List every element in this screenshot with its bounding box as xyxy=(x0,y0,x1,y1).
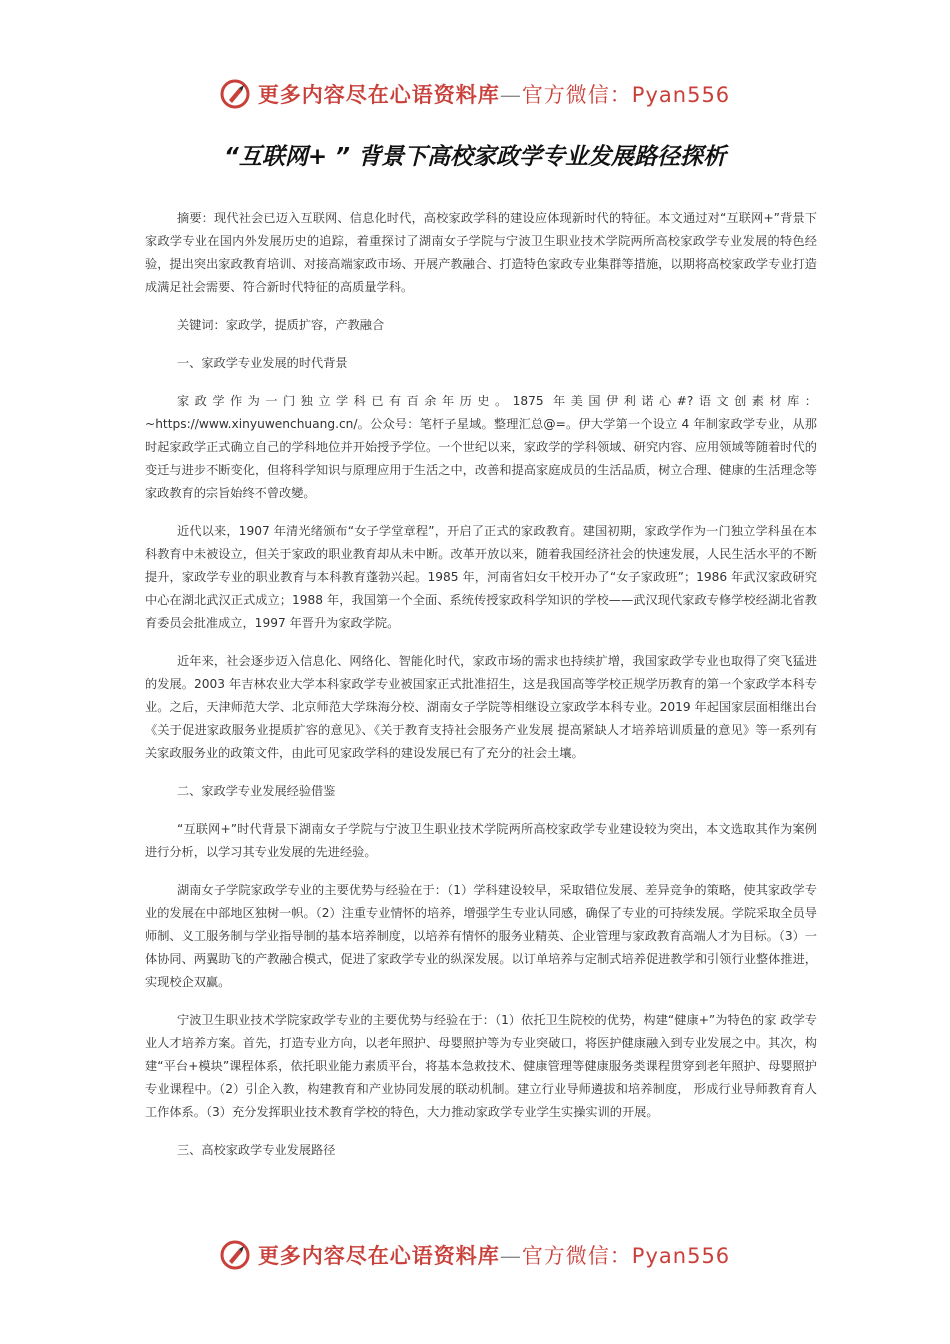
header-banner xyxy=(0,72,950,116)
body-paragraph: 宁波卫生职业技术学院家政学专业的主要优势与经验在于：（1）依托卫生院校的优势，构建“健康+”为特色的家 政学专业人才培养方案。首先，打造专业方向，以老年照护、母婴照护等为专业突破口，将医护健康融入到专业发展之中。其次，构建“平台+模块”课程体系，依托职业能力素质平台，将基本急救技术、健康管理等健康服务类课程贯穿到老年照护、母婴照护专业课程中。（2）引企入教，构建教育和产业协同发展的联动机制。建立行业导师遴拔和培养制度， 形成行业导师教育育人工作体系。（3）充分发挥职业技术教育学校的特色，大力推动家政学专业学生实操实训的开展。 xyxy=(145,1013,817,1119)
abstract-paragraph: 摘要：现代社会已迈入互联网、信息化时代，高校家政学科的建设应体现新时代的特征。本文通过对“互联网+”背景下家政学专业在国内外发展历史的追踪，着重探讨了湖南女子学院与宁波卫生职业技术学院两所高校家政学专业发展的特色经验，提出突出家政教育培训、对接高端家政市场、开展产教融合、打造特色家政专业集群等措施，以期将高校家政学专业打造成满足社会需要、符合新时代特征的高质量学科。 xyxy=(145,211,817,294)
body-paragraph: 湖南女子学院家政学专业的主要优势与经验在于：（1）学科建设较早，采取错位发展、差异竞争的策略，使其家政学专业的发展在中部地区独树一帜。（2）注重专业情怀的培养，增强学生专业认同感，确保了专业的可持续发展。学院采取全员导师制、义工服务制与学业指导制的基本培养制度，以培养有情怀的服务业精英、企业管理与家政教育高端人才为目标。（3）一体协同、两翼助飞的产教融合模式，促进了家政学专业的纵深发展。以订单培养与定制式培养促进教学和引领行业整体推进，实现校企双赢。 xyxy=(145,883,817,989)
section-heading-2: 二、家政学专业发展经验借鉴 xyxy=(177,784,336,798)
banner-main-text: 更多内容尽在心语资料库 xyxy=(257,1243,500,1268)
document-body xyxy=(145,207,817,1177)
banner-separator: — xyxy=(499,1244,522,1268)
banner-text xyxy=(258,79,730,109)
body-paragraph: 家政学作为一门独立学科已有百余年历史。1875 年美国伊利诺心#?语文创素材库：~https://www.xinyuwenchuang.cn/。公众号：笔杆子星域。整理汇总@=。伊大学第一个设立 4 年制家政学专业，从那时起家政学正式确立自己的学科地位并开始授予学位。一个世纪以来，家政学的学科领域、研究内容、应用领域等随着时代的变迁与进步不断变化，但将科学知识与原理应用于生活之中，改善和提高家庭成员的生活品质，树立合理、健康的生活理念等家政教育的宗旨始终不曾改變。 xyxy=(145,394,817,500)
logo-icon xyxy=(220,1240,250,1270)
banner-main-text: 更多内容尽在心语资料库 xyxy=(257,82,500,107)
logo-icon xyxy=(220,79,250,109)
keywords-paragraph: 关键词：家政学，提质扩容，产教融合 xyxy=(177,318,385,332)
banner-text xyxy=(258,1240,730,1270)
footer-banner xyxy=(0,1233,950,1277)
section-heading-1: 一、家政学专业发展的时代背景 xyxy=(177,356,348,370)
banner-official-text: 官方微信：Pyan556 xyxy=(521,83,731,107)
body-paragraph: “互联网+”时代背景下湖南女子学院与宁波卫生职业技术学院两所高校家政学专业建设较为突出，本文选取其作为案例进行分析，以学习其专业发展的先进经验。 xyxy=(145,822,817,859)
body-paragraph: 近年来，社会逐步迈入信息化、网络化、智能化时代，家政市场的需求也持续扩增，我国家政学专业也取得了突飞猛进的发展。2003 年吉林农业大学本科家政学专业被国家正式批准招生，这是我国高等学校正规学历教育的第一个家政学本科专业。之后，天津师范大学、北京师范大学珠海分校、湖南女子学院等相继设立家政学本科专业。2019 年起国家层面相继出台《关于促进家政服务业提质扩容的意见》、《关于教育支持社会服务产业发展 提高紧缺人才培养培训质量的意见》等一系列有关家政服务业的政策文件，由此可见家政学科的建设发展已有了充分的社会土壤。 xyxy=(145,654,817,760)
banner-official-text: 官方微信：Pyan556 xyxy=(521,1244,731,1268)
page-title: “互联网+ ” 背景下高校家政学专业发展路径探析 xyxy=(224,144,726,170)
body-paragraph: 近代以来，1907 年清光绪颁布“女子学堂章程”，开启了正式的家政教育。建国初期，家政学作为一门独立学科虽在本科教育中未被设立，但关于家政的职业教育却从未中断。改革开放以来，随着我国经济社会的快速发展，人民生活水平的不断提升，家政学专业的职业教育与本科教育蓬勃兴起。1985 年，河南省妇女干校开办了“女子家政班”；1986 年武汉家政研究中心在湖北武汉正式成立；1988 年，我国第一个全面、系统传授家政科学知识的学校——武汉现代家政专修学校经湖北省教育委员会批准成立，1997 年晋升为家政学院。 xyxy=(145,524,817,630)
section-heading-3: 三、高校家政学专业发展路径 xyxy=(177,1143,336,1157)
banner-separator: — xyxy=(499,83,522,107)
